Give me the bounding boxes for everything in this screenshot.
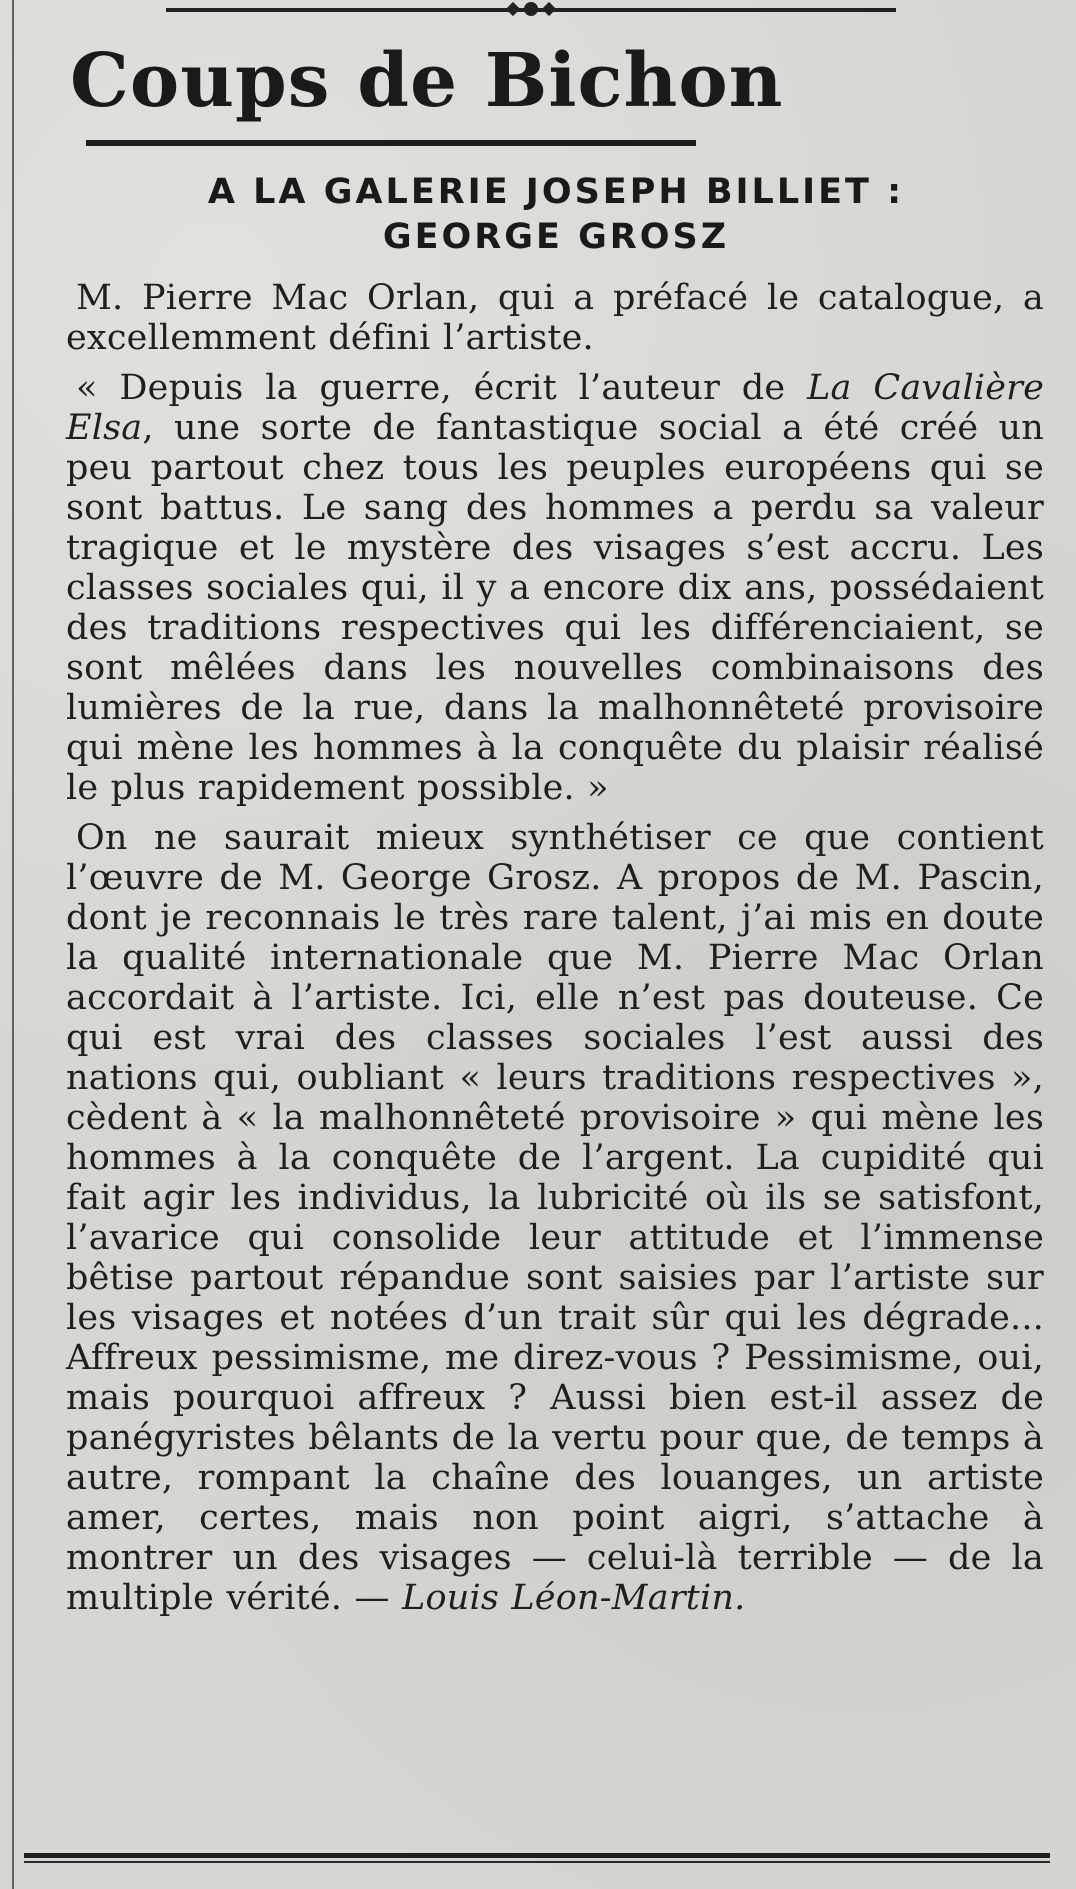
ornament-dot [524, 2, 538, 16]
bottom-rule-thick [24, 1853, 1050, 1858]
article-heading [66, 170, 1046, 260]
article-paragraph-3 [66, 818, 1044, 1618]
left-column-rule [12, 0, 14, 1889]
article-paragraph-1: M. Pierre Mac Orlan, qui a préfacé le catalogue, a excellemment défini l’artiste. [66, 278, 1044, 358]
article-body [66, 278, 1046, 1618]
ornament-diamond-left [506, 2, 520, 16]
column-header [66, 40, 1046, 260]
article-paragraph-2-start: « Depuis la guerre, écrit l’auteur de [76, 368, 808, 408]
title-underline [86, 140, 696, 146]
ornament-diamond-right [542, 2, 556, 16]
column-title: Coups de Bichon [70, 38, 784, 124]
article-paragraph-3-text: On ne saurait mieux synthétiser ce que contient l’œuvre de M. George Grosz. A propos de M. Pascin, dont je reconnais le très rare talent, j’ai mis en doute la qualité internationale que M. Pierre Mac Orlan accordait à l’artiste. Ici, elle n’est pas douteuse. Ce qui est vrai des classes sociales l’est aussi des nations qui, oubliant « leurs traditions respectives », cèdent à « la malhonnêteté provisoire » qui mène les hommes à la conquête de l’argent. La cupidité qui fait agir les individus, la lubricité où ils se satisfont, l’avarice qui consolide leur attitude et l’immense bêtise partout répandue sont saisies par l’artiste sur les visages et notées d’un trait sûr qui les dégrade... Affreux pessimisme, me direz-vous ? Pessimisme, oui, mais pourquoi affreux ? Aussi bien est-il assez de panégyristes bêlants de la vertu pour que, de temps à autre, rompant la chaîne des louanges, un artiste amer, certes, mais non point aigri, s’attache à montrer un des visages — celui-là terrible — de la multiple vérité. — [66, 818, 1044, 1618]
article-heading-line1: A LA GALERIE JOSEPH BILLIET : [207, 172, 905, 212]
author-signature: Louis Léon-Martin. [402, 1578, 746, 1618]
bottom-rule-thin [24, 1861, 1050, 1863]
top-ornament-center [486, 0, 576, 18]
article-paragraph-2-rest: , une sorte de fantastique social a été créé un peu partout chez tous les peuples européens qui se sont battus. Le sang des hommes a perdu sa valeur tragique et le mystère des visages s’est accru. Les classes sociales qui, il y a encore dix ans, possédaient des traditions respectives qui les différenciaient, se sont mêlées dans les nouvelles combinaisons des lumières de la rue, dans la malhonnêteté provisoire qui mène les hommes à la conquête du plaisir réalisé le plus rapidement possible. » [66, 408, 1044, 808]
bottom-divider [24, 1853, 1050, 1867]
top-ornament-divider [166, 0, 896, 26]
article-heading-line2: GEORGE GROSZ [382, 217, 730, 257]
article-paragraph-2 [66, 368, 1044, 808]
book-title: La Cavalière Elsa [66, 368, 1044, 448]
